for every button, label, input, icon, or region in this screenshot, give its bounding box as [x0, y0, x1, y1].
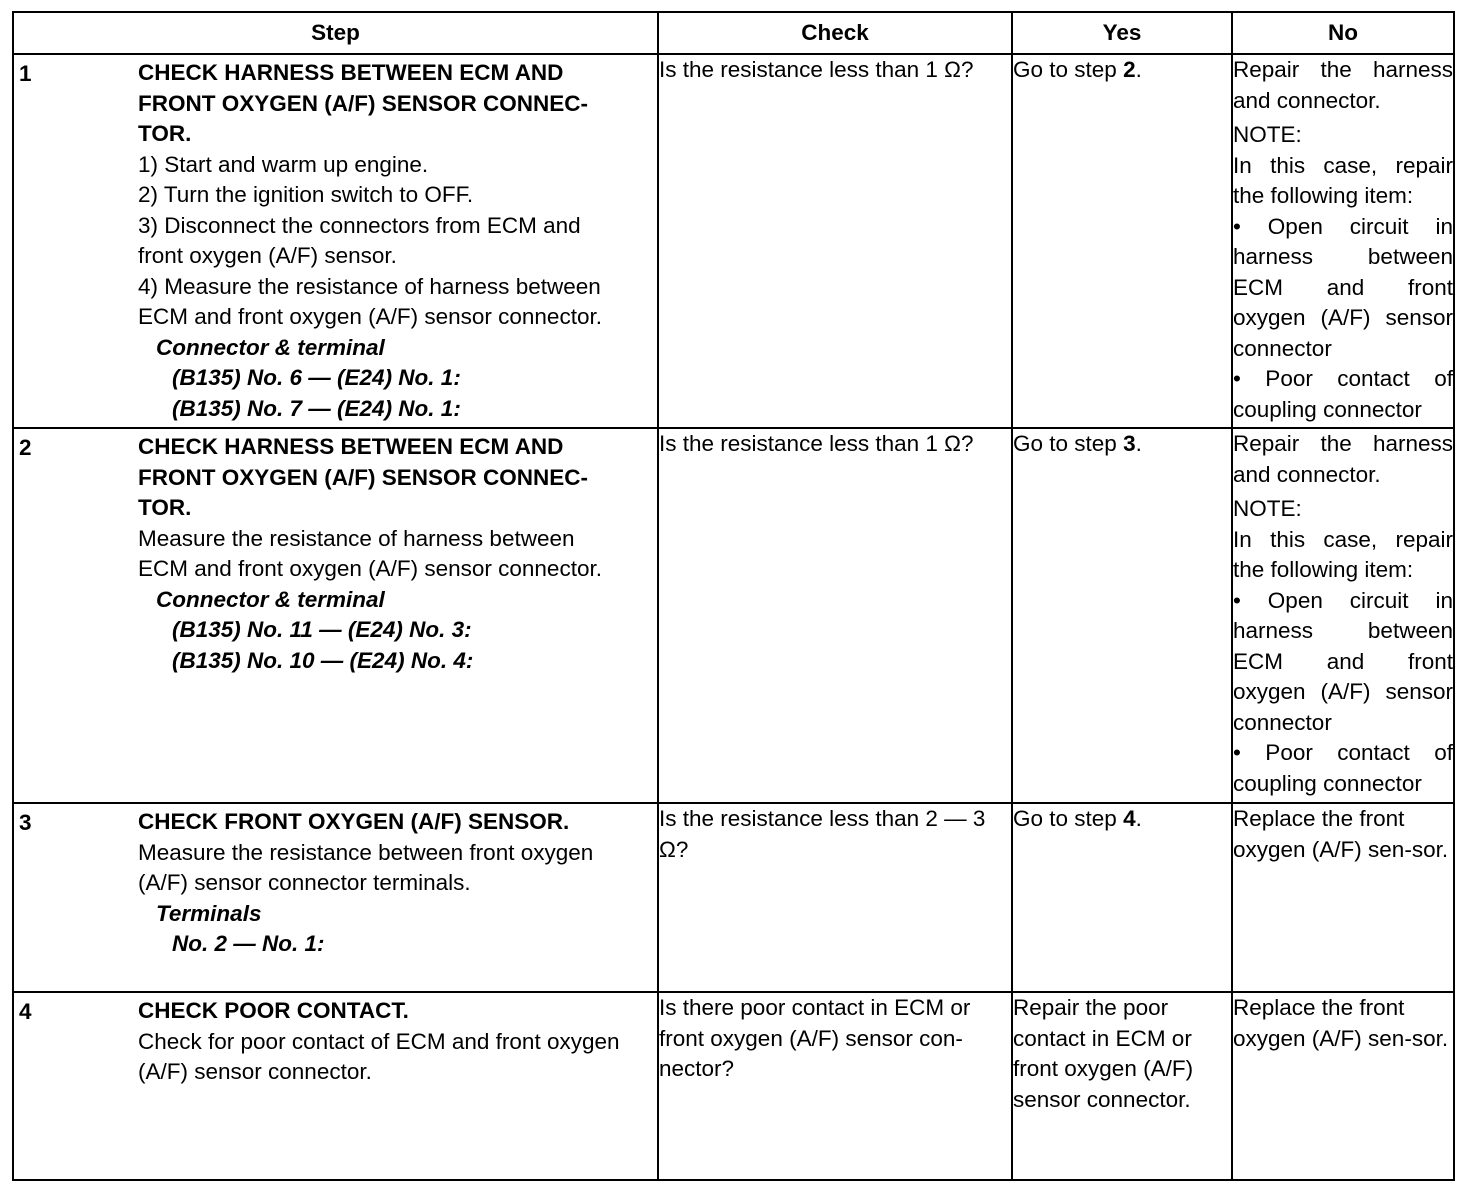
step-number: 4 [19, 999, 32, 1024]
step-instruction: (A/F) sensor connector terminals. [138, 870, 471, 895]
table-row [13, 803, 1454, 992]
sub-heading: Terminals [156, 900, 262, 926]
terminal-spec: (B135) No. 11 — (E24) No. 3: [172, 617, 472, 642]
check-cell: Is the resistance less than 2 — 3 Ω? [658, 803, 1012, 992]
diagnostic-table [12, 11, 1455, 1181]
step-number: 2 [19, 435, 32, 460]
table-row [13, 428, 1454, 803]
no-cell: Replace the front oxygen (A/F) sen-sor. [1232, 992, 1454, 1180]
note-label: NOTE: [1233, 122, 1302, 147]
table-row [13, 992, 1454, 1180]
step-title: TOR. [138, 121, 192, 146]
step-instruction: Measure the resistance of harness between [138, 525, 575, 551]
check-cell: Is the resistance less than 1 Ω? [658, 54, 1012, 428]
step-instruction: 4) Measure the resistance of harness between [138, 273, 601, 299]
header-check: Check [658, 12, 1012, 54]
yes-step: 4 [1123, 806, 1136, 831]
no-detail: In this case, repair the following item: [1233, 526, 1453, 582]
step-instruction: ECM and front oxygen (A/F) sensor connector. [138, 556, 602, 581]
yes-prefix: Go to step [1013, 57, 1124, 82]
terminal-spec: (B135) No. 10 — (E24) No. 4: [172, 647, 474, 673]
step-title: CHECK HARNESS BETWEEN ECM AND [138, 434, 564, 459]
terminal-spec: (B135) No. 6 — (E24) No. 1: [172, 365, 461, 390]
step-title: CHECK HARNESS BETWEEN ECM AND [138, 60, 564, 85]
no-detail: • Poor contact of coupling connector [1233, 366, 1453, 422]
yes-prefix: Go to step [1013, 431, 1124, 456]
table-row [13, 54, 1454, 428]
terminal-spec: No. 2 — No. 1: [172, 931, 325, 956]
yes-step: 3 [1123, 431, 1136, 456]
check-cell: Is there poor contact in ECM or front oxygen (A/F) sensor con-nector? [658, 992, 1012, 1180]
step-instruction: ECM and front oxygen (A/F) sensor connector. [138, 304, 602, 329]
step-instruction: Check for poor contact of ECM and front oxygen [138, 1028, 620, 1054]
yes-cell: Repair the poor contact in ECM or front oxygen (A/F) sensor connector. [1012, 992, 1232, 1180]
yes-cell [1012, 803, 1232, 992]
sub-heading: Connector & terminal [156, 586, 385, 612]
step-cell [13, 992, 658, 1180]
step-cell [13, 54, 658, 428]
step-cell [13, 428, 658, 803]
note-label: NOTE: [1233, 496, 1302, 521]
step-title: FRONT OXYGEN (A/F) SENSOR CONNEC- [138, 90, 589, 116]
step-title: CHECK FRONT OXYGEN (A/F) SENSOR. [138, 809, 570, 834]
no-detail: • Open circuit in harness between ECM and front oxygen (A/F) sensor connector [1233, 587, 1453, 735]
yes-suffix: . [1135, 806, 1142, 831]
yes-step: 2 [1123, 57, 1136, 82]
no-main: Repair the harness and connector. [1233, 57, 1453, 113]
step-title: CHECK POOR CONTACT. [138, 998, 409, 1023]
no-cell [1232, 428, 1454, 803]
step-instruction: Measure the resistance between front oxygen [138, 839, 594, 865]
step-instruction: 1) Start and warm up engine. [138, 151, 429, 177]
yes-cell [1012, 428, 1232, 803]
no-cell: Replace the front oxygen (A/F) sen-sor. [1232, 803, 1454, 992]
sub-heading: Connector & terminal [156, 334, 385, 360]
step-instruction: 2) Turn the ignition switch to OFF. [138, 182, 474, 207]
no-main: Repair the harness and connector. [1233, 431, 1453, 487]
yes-prefix: Go to step [1013, 806, 1124, 831]
step-instruction: front oxygen (A/F) sensor. [138, 243, 397, 268]
yes-suffix: . [1135, 57, 1142, 82]
step-instruction: 3) Disconnect the connectors from ECM and [138, 212, 581, 238]
header-no: No [1232, 12, 1454, 54]
header-yes: Yes [1012, 12, 1232, 54]
step-title: TOR. [138, 495, 192, 520]
step-number: 1 [19, 61, 32, 86]
step-number: 3 [19, 810, 32, 835]
header-step: Step [13, 12, 658, 54]
header-row [13, 12, 1454, 54]
step-title: FRONT OXYGEN (A/F) SENSOR CONNEC- [138, 464, 589, 490]
yes-suffix: . [1135, 431, 1142, 456]
no-detail: • Open circuit in harness between ECM and front oxygen (A/F) sensor connector [1233, 213, 1453, 361]
check-cell: Is the resistance less than 1 Ω? [658, 428, 1012, 803]
yes-cell [1012, 54, 1232, 428]
no-detail: • Poor contact of coupling connector [1233, 740, 1453, 796]
no-detail: In this case, repair the following item: [1233, 152, 1453, 208]
no-cell [1232, 54, 1454, 428]
step-cell [13, 803, 658, 992]
terminal-spec: (B135) No. 7 — (E24) No. 1: [172, 395, 461, 421]
step-instruction: (A/F) sensor connector. [138, 1059, 372, 1084]
